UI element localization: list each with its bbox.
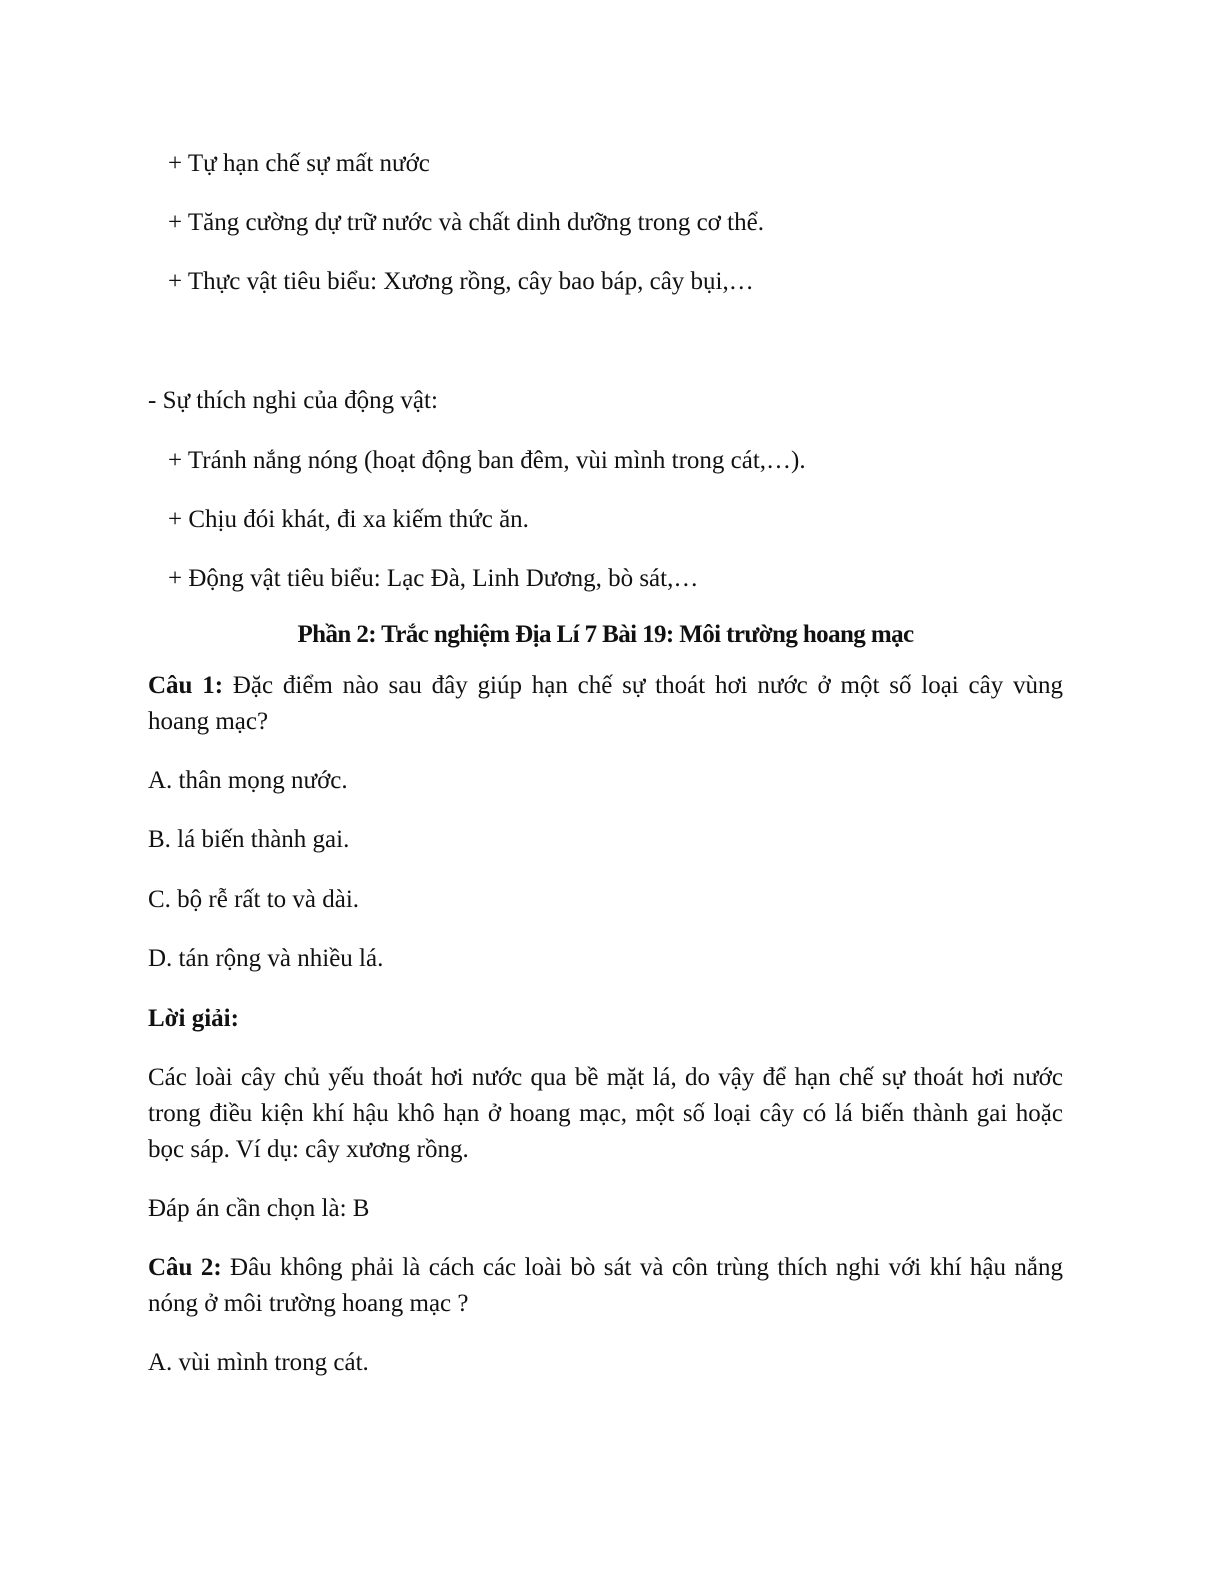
question-2-label: Câu 2: — [148, 1254, 222, 1281]
animal-adaptation-item: + Tránh nắng nóng (hoạt động ban đêm, vùi mình trong cát,…). — [168, 447, 806, 474]
plant-adaptation-item: + Tăng cường dự trữ nước và chất dinh dưỡng trong cơ thể. — [168, 209, 764, 236]
question-2 — [148, 1250, 1063, 1322]
question-1 — [148, 668, 1063, 740]
section-title: Phần 2: Trắc nghiệm Địa Lí 7 Bài 19: Môi trường hoang mạc — [297, 621, 914, 648]
question-2-text: Đâu không phải là cách các loài bò sát và côn trùng thích nghi với khí hậu nắng nóng ở môi trường hoang mạc ? — [148, 1254, 1063, 1317]
animal-adaptation-heading: - Sự thích nghi của động vật: — [148, 387, 438, 414]
animal-adaptation-item: + Động vật tiêu biểu: Lạc Đà, Linh Dương, bò sát,… — [168, 565, 699, 592]
question-1-option-d: D. tán rộng và nhiều lá. — [148, 945, 384, 972]
question-1-label: Câu 1: — [148, 672, 224, 699]
plant-adaptation-item: + Thực vật tiêu biểu: Xương rồng, cây bao báp, cây bụi,… — [168, 268, 754, 295]
question-1-option-a: A. thân mọng nước. — [148, 767, 348, 794]
solution-label: Lời giải: — [148, 1005, 239, 1032]
plant-adaptation-item: + Tự hạn chế sự mất nước — [168, 150, 430, 177]
question-1-text: Đặc điểm nào sau đây giúp hạn chế sự thoát hơi nước ở một số loại cây vùng hoang mạc? — [148, 672, 1063, 735]
question-2-option-a: A. vùi mình trong cát. — [148, 1349, 369, 1376]
question-1-option-b: B. lá biến thành gai. — [148, 826, 350, 853]
animal-adaptation-item: + Chịu đói khát, đi xa kiếm thức ăn. — [168, 506, 529, 533]
answer-line: Đáp án cần chọn là: B — [148, 1195, 370, 1222]
question-1-option-c: C. bộ rễ rất to và dài. — [148, 886, 360, 913]
solution-text: Các loài cây chủ yếu thoát hơi nước qua bề mặt lá, do vậy để hạn chế sự thoát hơi nước trong điều kiện khí hậu khô hạn ở hoang mạc, một số loại cây có lá biến thành gai hoặc bọc sáp. Ví dụ: cây xương rồng. — [148, 1064, 1063, 1163]
